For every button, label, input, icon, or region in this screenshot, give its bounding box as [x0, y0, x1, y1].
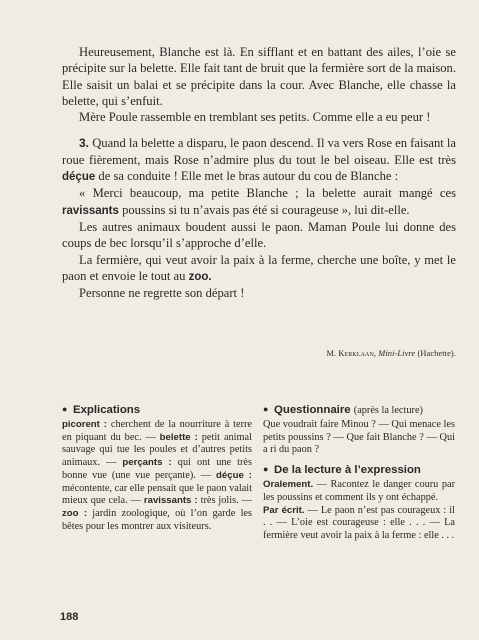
exercises-column [263, 402, 455, 543]
source-author: M. Kerklaan, [326, 349, 377, 358]
story-paragraph: La fermière, qui veut avoir la paix à la ferme, cherche une boîte, y met le paon et envoie le tout au zoo. [62, 252, 456, 283]
questionnaire-text: Que voudrait faire Minou ? — Qui menace les petits poussins ? — Que fait Blanche ? — Qui a ri du paon ? [263, 419, 455, 456]
lecture-expression-heading: ● De la lecture à l’expression [263, 464, 421, 477]
page-number: 188 [60, 611, 79, 623]
story-paragraph: 3. Quand la belette a disparu, le paon descend. Il va vers Rose en faisant la roue fièrement, mais Rose n’admire plus du tout le bel oiseau. Elle est très déçue de sa conduite ! Elle met le bras autour du cou de Blanche : [62, 136, 456, 184]
story-paragraph: Personne ne regrette son départ ! [79, 286, 245, 301]
written-exercise: Par écrit. — Le paon n’est pas courageux : il . . — L’oie est courageuse : elle . . . — La fermière veut avoir la paix à la ferme : elle . . . [263, 504, 455, 541]
story-paragraph: Mère Poule rassemble en tremblant ses petits. Comme elle a eu peur ! [79, 110, 431, 125]
source-title: Mini-Livre [378, 349, 416, 358]
story-text [62, 44, 456, 301]
story-paragraph: « Merci beaucoup, ma petite Blanche ; la belette aurait mangé ces ravissants poussins si tu n’avais pas été si courageuse », lui dit-elle. [62, 186, 456, 217]
vocab-word: ravissants [62, 204, 119, 217]
oral-exercise: Oralement. — Racontez le danger couru par les poussins et comment ils y ont échappé. [263, 479, 456, 503]
story-paragraph: Les autres animaux boudent aussi le paon. Maman Poule lui donne des coups de bec lorsqu’il s’approche d’elle. [62, 219, 456, 251]
source-publisher: (Hachette). [417, 349, 456, 358]
explications-section [62, 402, 252, 533]
bullet-icon: ● [263, 404, 269, 414]
section-number: 3. [79, 136, 90, 151]
vocab-word: zoo. [188, 270, 212, 283]
explications-heading: ● Explications [62, 404, 141, 416]
bullet-icon: ● [263, 464, 269, 475]
vocab-word: déçue [62, 171, 96, 184]
source-citation [62, 349, 456, 358]
explications-text: picorent : cherchent de la nourriture à terre en piquant du bec. — belette : petit animal sauvage qui tue les poules et d’autres petits animaux. — perçants : qui ont une très bonne vue (une vue perçante). — déçue : mécontente, car elle pensait que le paon valait mieux que cela. — ravissants : très jolis. — zoo : jardin zoologique, où l’on garde les bêtes pour les montrer aux visiteurs. [62, 419, 253, 532]
questionnaire-heading: ● Questionnaire (après la lecture) [263, 404, 423, 416]
story-paragraph: Heureusement, Blanche est là. En sifflant et en battant des ailes, l’oie se précipite sur la belette. Elle fait tant de bruit que la fermière sort de la maison. Elle saisit un balai et se précipite dans la cour. Avec Blanche, elle chasse la belette, qui s’enfuit. [62, 45, 456, 108]
bullet-icon: ● [62, 404, 68, 414]
